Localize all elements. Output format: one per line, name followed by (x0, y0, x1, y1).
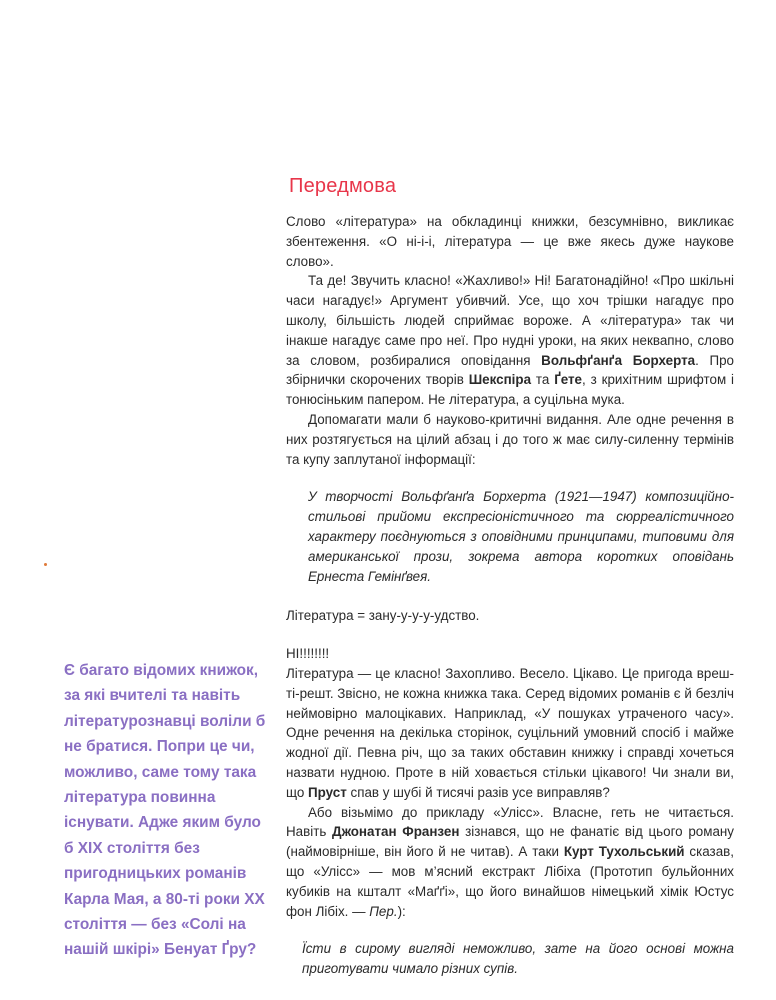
sidebar-run: Є багато відомих книжок, за які вчителі та навіть літературознавці воліли б не братися. Попри це чи, можливо, саме тому така література повинна існувати. Адже яким було б XIX століття без пригодницьких романів Карла Мая, а 80-ті роки XX століття — без «Солі на нашій шкірі» Бенуат Ґру? (64, 662, 266, 959)
p6-run: Література — це класно! Захопливо. Весело. Цікаво. Це пригода врешті-решт. Звісно, не кожна книжка така. Серед відомих романів є й безліч неймовірно малоцікавих. Наприклад, «У пошуках утраченого часу». Одне речення на декілька сторінок, суцільний умовний спосіб і майже жодної дії. Певна річ, що за таких обставин книжку і справді хочеться назвати нудною. Проте в ній ховається стільки цікавого! Чи знали ви, що (286, 665, 734, 800)
quote1-run: У творчості Вольфґанґа Борхерта (1921—1947) композиційно-стильові прийоми експресіоністичного та сюрреалістичного характеру поєднуються з оповідними принципами, типовими для американської прози, зокрема автора коротких оповідань Ернеста Гемінґвея. (308, 489, 734, 584)
p2-run: Вольфґанґа Борхерта (541, 352, 696, 368)
p1-run: Слово «література» на обкладинці книжки, безсумнівно, викликає збентеження. «О ні-і-і, література — це вже якесь дуже наукове слово». (286, 214, 734, 269)
p2-run: , з крихітним шрифтом і тонюсіньким папером. Не література, а суцільна мука. (286, 372, 734, 408)
p7-run: зізнався, що не фанатіє від цього роману (наймовірніше, він його й не читав). А таки (286, 824, 734, 860)
paragraph-critical-editions (286, 410, 734, 469)
p7-run: Джонатан Франзен (332, 824, 460, 840)
paragraph-literature-cool (286, 664, 734, 803)
quote-liebig (302, 939, 734, 979)
p7-run: ): (397, 903, 406, 919)
p2-run: та (531, 372, 555, 388)
p7-run: сказав, що «Улісс» — мов м’ясний екстракт Лібіха (Прототип бульйонних кубиків на кшталт «Маґґі», що його винайшов німецький хімік Юстус фон Лібіх. — (286, 844, 734, 919)
quote2-run: Їсти в сирому вигляді неможливо, зате на його основі можна приготувати чимало різних супів. (302, 941, 734, 977)
p3-run: Допомагати мали б науково-критичні видання. Але одне речення в них розтягується на цілий абзац і до того ж має силу-силенну термінів та купу заплутаної інформації: (286, 411, 734, 467)
p7-run: Пер. (369, 903, 398, 919)
paragraph-intro (286, 212, 734, 271)
p7-run: Або візьмімо до прикладу «Улісс». Власне, геть не читається. Навіть (286, 804, 734, 840)
paragraph-no (286, 644, 734, 664)
paragraph-school (286, 271, 734, 410)
paragraph-ulysses (286, 803, 734, 922)
p6-run: Пруст (308, 784, 347, 800)
quote-borchert (308, 487, 734, 586)
p2-run: . Про збірнички скорочених творів (286, 352, 735, 388)
sidebar-callout (64, 658, 270, 963)
main-text-column (286, 212, 734, 979)
p4-run: Література = зану-у-у-у-удство. (286, 608, 480, 624)
p2-run: Та де! Звучить класно! «Жахливо!» Ні! Багатонадійно! «Про шкільні часи нагадує!» Аргумент убивчий. Усе, що хоч трішки нагадує про школу, більшість людей сприймає вороже. А «література» так чи інакше нагадує саме про неї. Про нудні уроки, на яких неквапно, слово за словом, розбиралися оповідання (286, 273, 734, 368)
orange-dot-mark (44, 563, 47, 566)
p7-run: Курт Тухольський (563, 844, 685, 860)
paragraph-boring (286, 606, 734, 626)
p6-run: спав у шубі й тисячі разів усе виправляв? (346, 784, 610, 800)
p2-run: Шекспіра (468, 372, 532, 388)
page-title: Передмова (289, 175, 397, 197)
p2-run: Ґете (554, 372, 582, 388)
p5-run: НІ!!!!!!!! (286, 646, 330, 662)
